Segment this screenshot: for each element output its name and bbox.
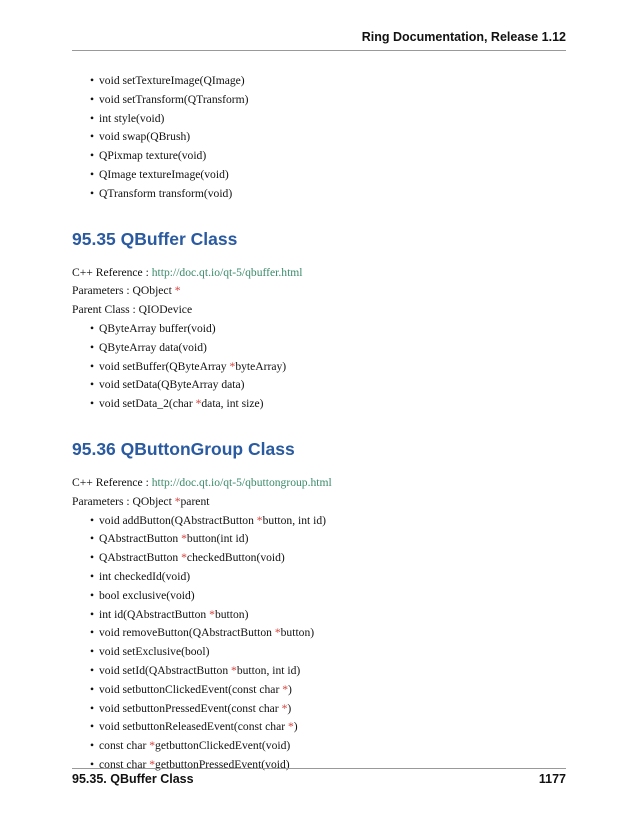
footer-section-title: 95.35. QBuffer Class xyxy=(72,772,194,786)
list-item: • QByteArray data(void) xyxy=(90,340,207,354)
page-number: 1177 xyxy=(538,772,566,786)
header-rule xyxy=(72,50,566,51)
list-item: • QAbstractButton *button(int id) xyxy=(90,532,249,546)
list-item: • void setbuttonReleasedEvent(const char *) xyxy=(90,720,298,734)
list-item: • void setExclusive(bool) xyxy=(90,645,210,659)
list-item: • QTransform transform(void) xyxy=(90,186,233,200)
list-item: • int checkedId(void) xyxy=(90,569,191,583)
section-heading-qbuttongroup: 95.36 QButtonGroup Class xyxy=(72,438,295,459)
list-item: • int id(QAbstractButton *button) xyxy=(90,607,249,621)
parameters: Parameters : QObject * xyxy=(72,284,181,298)
list-item: • bool exclusive(void) xyxy=(90,588,195,602)
page-content xyxy=(72,72,566,775)
list-item: • void setTransform(QTransform) xyxy=(90,92,249,106)
list-item: • void setData_2(char *data, int size) xyxy=(90,397,264,411)
list-item: • QAbstractButton *checkedButton(void) xyxy=(90,551,285,565)
qbrush-method-list xyxy=(72,72,566,204)
running-footer xyxy=(72,772,566,786)
cpp-reference-link[interactable]: http://doc.qt.io/qt-5/qbuffer.html xyxy=(151,265,303,279)
list-item: • void removeButton(QAbstractButton *button) xyxy=(90,626,315,640)
parameters: Parameters : QObject *parent xyxy=(72,494,210,508)
list-item: • void setId(QAbstractButton *button, int id) xyxy=(90,663,301,677)
parent-class: Parent Class : QIODevice xyxy=(72,303,193,317)
cpp-reference-link[interactable]: http://doc.qt.io/qt-5/qbuttongroup.html xyxy=(151,475,332,489)
list-item: • int style(void) xyxy=(90,111,165,125)
cpp-reference: C++ Reference : http://doc.qt.io/qt-5/qbuffer.html xyxy=(72,265,303,279)
cpp-reference: C++ Reference : http://doc.qt.io/qt-5/qbuttongroup.html xyxy=(72,475,332,489)
list-item: • const char *getbuttonPressedEvent(void) xyxy=(90,757,290,771)
list-item: • void setbuttonPressedEvent(const char *) xyxy=(90,701,292,715)
list-item: • QByteArray buffer(void) xyxy=(90,321,216,335)
list-item: • void setbuttonClickedEvent(const char *) xyxy=(90,682,292,696)
footer-rule xyxy=(72,768,566,769)
section-heading-qbuffer: 95.35 QBuffer Class xyxy=(72,228,238,249)
list-item: • void setTextureImage(QImage) xyxy=(90,74,245,87)
list-item: • const char *getbuttonClickedEvent(void) xyxy=(90,739,291,753)
list-item: • void swap(QBrush) xyxy=(90,130,191,144)
running-header: Ring Documentation, Release 1.12 xyxy=(361,30,566,44)
list-item: • QPixmap texture(void) xyxy=(90,149,207,163)
list-item: • void setBuffer(QByteArray *byteArray) xyxy=(90,359,287,373)
qbuffer-method-list xyxy=(72,320,566,414)
qbuttongroup-method-list xyxy=(72,512,566,775)
list-item: • void setData(QByteArray data) xyxy=(90,378,245,392)
list-item: • QImage textureImage(void) xyxy=(90,167,229,181)
list-item: • void addButton(QAbstractButton *button, int id) xyxy=(90,513,327,527)
